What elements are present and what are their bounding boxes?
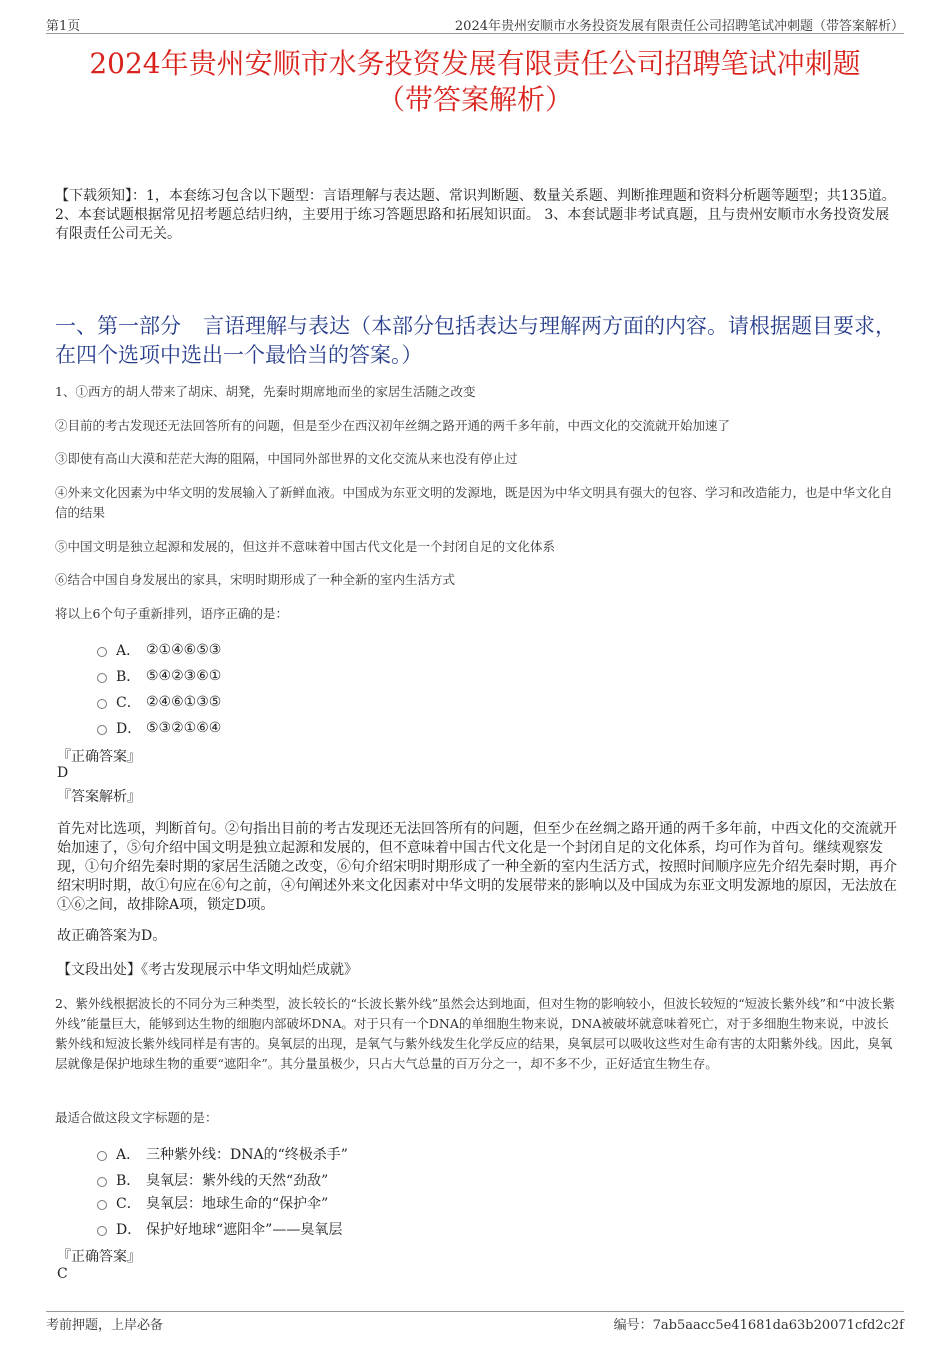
document-id: 编号：7ab5aacc5e41681da63b20071cfd2c2f bbox=[613, 1318, 904, 1333]
title-line-1: 2024年贵州安顺市水务投资发展有限责任公司招聘笔试冲刺题 bbox=[89, 47, 861, 80]
q2-answer-label: 『正确答案』 bbox=[57, 1249, 141, 1265]
section-prefix: 一、第一部分 bbox=[55, 314, 181, 338]
q2-option-b[interactable] bbox=[97, 1170, 328, 1190]
q1-analysis-label: 『答案解析』 bbox=[57, 789, 141, 805]
radio-icon[interactable] bbox=[97, 1151, 107, 1161]
q2-option-a[interactable] bbox=[97, 1144, 348, 1164]
option-text: 臭氧层：地球生命的“保护伞” bbox=[146, 1196, 329, 1212]
title-line-2: （带答案解析） bbox=[376, 83, 573, 116]
q2-passage: 2、紫外线根据波长的不同分为三种类型，波长较长的“长波长紫外线”虽然会达到地面，但对生物的影响较小，但波长较短的“短波长紫外线”和“中波长紫外线”能量巨大，能够到达生物的细胞内部破坏DNA。对于只有一个DNA的单细胞生物来说，DNA被破坏就意味着死亡，对于多细胞生物来说，中波长紫外线和短波长紫外线同样是有害的。臭氧层的出现，是氧气与紫外线发生化学反应的结果，臭氧层可以吸收这些对生命有害的太阳紫外线。因此，臭氧层就像是保护地球生物的重要“遮阳伞”。其分量虽极少，只占大气总量的百万分之一，却不多不少，正好适宜生物生存。 bbox=[55, 996, 895, 1071]
option-letter: D． bbox=[116, 721, 142, 737]
q1-line-1: 1、①西方的胡人带来了胡床、胡凳，先秦时期席地而坐的家居生活随之改变 bbox=[55, 384, 476, 399]
footer-slogan: 考前押题，上岸必备 bbox=[46, 1318, 164, 1333]
radio-icon[interactable] bbox=[97, 647, 107, 657]
option-letter: D． bbox=[116, 1222, 142, 1238]
radio-icon[interactable] bbox=[97, 1177, 107, 1187]
option-text: ⑤④②③⑥① bbox=[146, 668, 222, 684]
radio-icon[interactable] bbox=[97, 1226, 107, 1236]
q1-option-c[interactable] bbox=[97, 692, 221, 712]
option-text: ②①④⑥⑤③ bbox=[146, 642, 222, 658]
section-heading bbox=[55, 312, 900, 370]
page-number: 第1页 bbox=[46, 19, 81, 34]
option-text: 三种紫外线：DNA的“终极杀手” bbox=[146, 1147, 348, 1163]
q1-line-2: ②目前的考古发现还无法回答所有的问题，但是至少在西汉初年丝绸之路开通的两千多年前，中西文化的交流就开始加速了 bbox=[55, 418, 731, 433]
footer-divider bbox=[46, 1311, 904, 1312]
page-title bbox=[30, 46, 920, 118]
q2-prompt: 最适合做这段文字标题的是： bbox=[55, 1110, 218, 1125]
q1-option-d[interactable] bbox=[97, 718, 221, 738]
option-letter: C． bbox=[116, 695, 141, 711]
option-letter: B． bbox=[116, 669, 141, 685]
download-notice: 【下载须知】：1，本套练习包含以下题型：言语理解与表达题、常识判断题、数量关系题、判断推理题和资料分析题等题型；共135道。 2、本套试题根据常见招考题总结归纳，主要用于练习答题思路和拓展知识面。 3、本套试题非考试真题，且与贵州安顺市水务投资发展有限责任公司无关。 bbox=[55, 188, 896, 242]
radio-icon[interactable] bbox=[97, 699, 107, 709]
q1-answer: D bbox=[57, 765, 69, 781]
option-text: ⑤③②①⑥④ bbox=[146, 720, 222, 736]
q1-line-5: ⑤中国文明是独立起源和发展的，但这并不意味着中国古代文化是一个封闭自足的文化体系 bbox=[55, 539, 556, 554]
q1-conclusion: 故正确答案为D。 bbox=[57, 928, 167, 944]
q1-analysis: 首先对比选项，判断首句。②句指出目前的考古发现还无法回答所有的问题，但至少在丝绸之路开通的两千多年前，中西文化的交流就开始加速了，⑤句介绍中国文明是独立起源和发展的，但不意味着中国古代文化是一个封闭自足的文化体系，均可作为首句。继续观察发现，①句介绍先秦时期的家居生活随之改变，⑥句介绍宋明时期形成了一种全新的室内生活方式，按照时间顺序应先介绍先秦时期，再介绍宋明时期，故①句应在⑥句之前，④句阐述外来文化因素对中华文明的发展带来的影响以及中国成为东亚文明发源地的原因，无法放在①⑥之间，故排除A项，锁定D项。 bbox=[57, 821, 897, 913]
option-letter: A． bbox=[116, 643, 141, 659]
option-letter: A． bbox=[116, 1147, 141, 1163]
radio-icon[interactable] bbox=[97, 673, 107, 683]
q1-line-6: ⑥结合中国自身发展出的家具，宋明时期形成了一种全新的室内生活方式 bbox=[55, 572, 456, 587]
option-letter: C． bbox=[116, 1196, 141, 1212]
q1-option-a[interactable] bbox=[97, 640, 221, 660]
q1-option-b[interactable] bbox=[97, 666, 221, 686]
q1-prompt: 将以上6个句子重新排列，语序正确的是： bbox=[55, 606, 288, 621]
radio-icon[interactable] bbox=[97, 725, 107, 735]
header-divider bbox=[46, 33, 904, 34]
q1-line-4: ④外来文化因素为中华文明的发展输入了新鲜血液。中国成为东亚文明的发源地，既是因为中华文明具有强大的包容、学习和改造能力，也是中华文化自信的结果 bbox=[55, 485, 893, 520]
section-text: 言语理解与表达（本部分包括表达与理解两方面的内容。请根据题目要求，在四个选项中选出一个最恰当的答案。） bbox=[55, 314, 896, 367]
option-text: 保护好地球“遮阳伞”——臭氧层 bbox=[146, 1222, 343, 1238]
radio-icon[interactable] bbox=[97, 1200, 107, 1210]
q1-line-3: ③即使有高山大漠和茫茫大海的阻隔，中国同外部世界的文化交流从来也没有停止过 bbox=[55, 451, 518, 466]
q1-source: 【文段出处】《考古发现展示中华文明灿烂成就》 bbox=[57, 962, 358, 978]
q2-option-c[interactable] bbox=[97, 1193, 328, 1213]
option-letter: B． bbox=[116, 1173, 141, 1189]
q2-answer: C bbox=[57, 1266, 68, 1282]
q2-option-d[interactable] bbox=[97, 1219, 342, 1239]
q1-answer-label: 『正确答案』 bbox=[57, 749, 141, 765]
running-title: 2024年贵州安顺市水务投资发展有限责任公司招聘笔试冲刺题（带答案解析） bbox=[454, 19, 904, 34]
option-text: ②④⑥①③⑤ bbox=[146, 694, 222, 710]
option-text: 臭氧层：紫外线的天然“劲敌” bbox=[146, 1173, 329, 1189]
